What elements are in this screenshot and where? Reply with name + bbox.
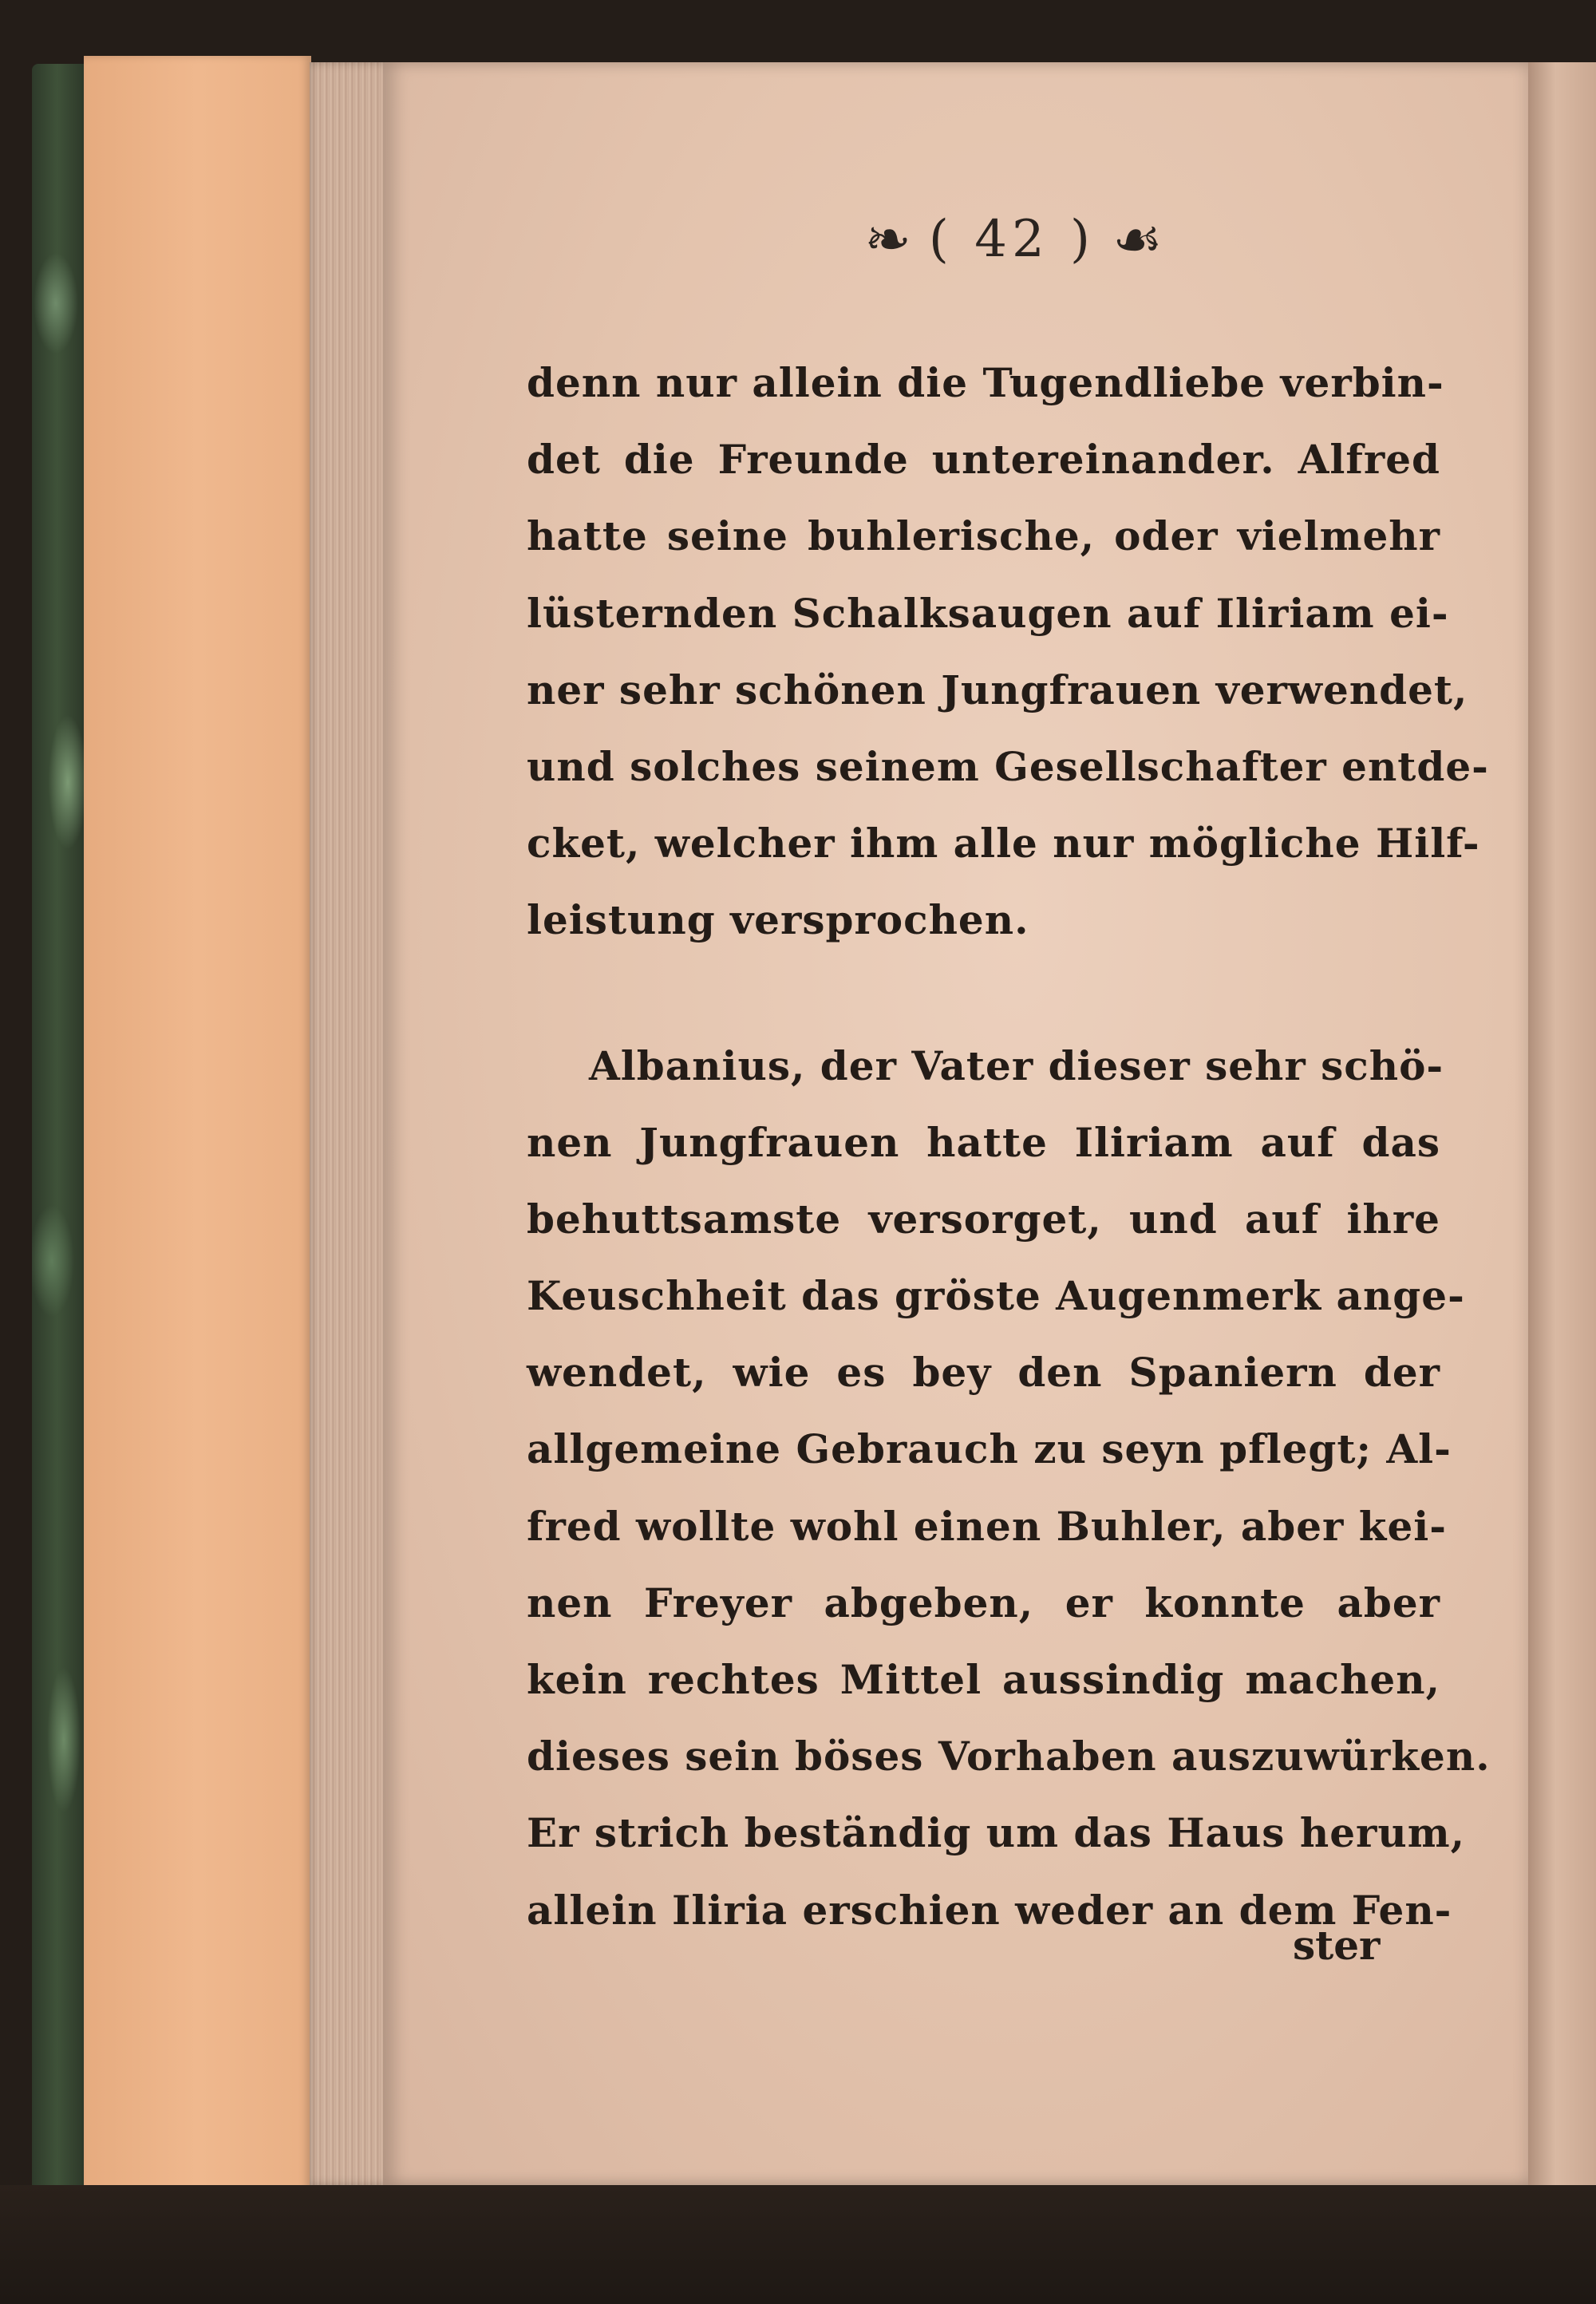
text-line: kein rechtes Mittel aussindig machen, <box>527 1656 1440 1703</box>
bottom-edge <box>0 2185 1596 2304</box>
paragraph-1 <box>527 345 1489 959</box>
text-line: wendet, wie es bey den Spaniern der <box>527 1349 1440 1397</box>
text-line: Keuschheit das gröste Augenmerk ange- <box>527 1272 1465 1320</box>
paragraph-gap <box>527 959 1440 1028</box>
text-line: allgemeine Gebrauch zu seyn pflegt; Al- <box>527 1425 1452 1473</box>
marbled-spine <box>32 64 88 2203</box>
text-line: und solches seinem Gesellschafter entde- <box>527 742 1489 790</box>
text-line: hatte seine buhlerische, oder vielmehr <box>527 512 1440 560</box>
text-line: Er strich beständig um das Haus herum, <box>527 1809 1466 1857</box>
gutter-shadow <box>1528 62 1596 2185</box>
catchword: ster <box>1293 1922 1381 1969</box>
text-line: nen Freyer abgeben, er konnte aber <box>527 1579 1440 1626</box>
text-line: dieses sein böses Vorhaben auszuwürken. <box>527 1733 1491 1780</box>
book-cover-board <box>84 56 311 2195</box>
page-header <box>750 192 1277 287</box>
text-line: allein Iliria erschien weder an dem Fen- <box>527 1886 1452 1934</box>
text-line: nen Jungfrauen hatte Iliriam auf das <box>527 1118 1440 1166</box>
text-line: ner sehr schönen Jungfrauen verwendet, <box>527 666 1468 713</box>
text-line: lüsternden Schalksaugen auf Iliriam ei- <box>527 589 1449 637</box>
body-text <box>527 345 1491 1949</box>
ornament-left-icon: ❧ <box>864 207 911 272</box>
page-number: ( 42 ) <box>928 210 1095 269</box>
text-line: behuttsamste versorget, und auf ihre <box>527 1195 1440 1243</box>
ornament-right-icon: ☙ <box>1112 207 1163 272</box>
text-line: fred wollte wohl einen Buhler, aber kei- <box>527 1502 1448 1550</box>
text-line: leistung versprochen. <box>527 896 1029 944</box>
paragraph-2 <box>527 1028 1491 1949</box>
page-edges <box>310 62 389 2185</box>
text-line: denn nur allein die Tugendliebe verbin- <box>527 359 1444 406</box>
text-line: det die Freunde untereinander. Alfred <box>527 436 1440 484</box>
text-line: cket, welcher ihm alle nur mögliche Hilf- <box>527 820 1480 867</box>
text-line: Albanius, der Vater dieser sehr schö- <box>589 1041 1444 1089</box>
